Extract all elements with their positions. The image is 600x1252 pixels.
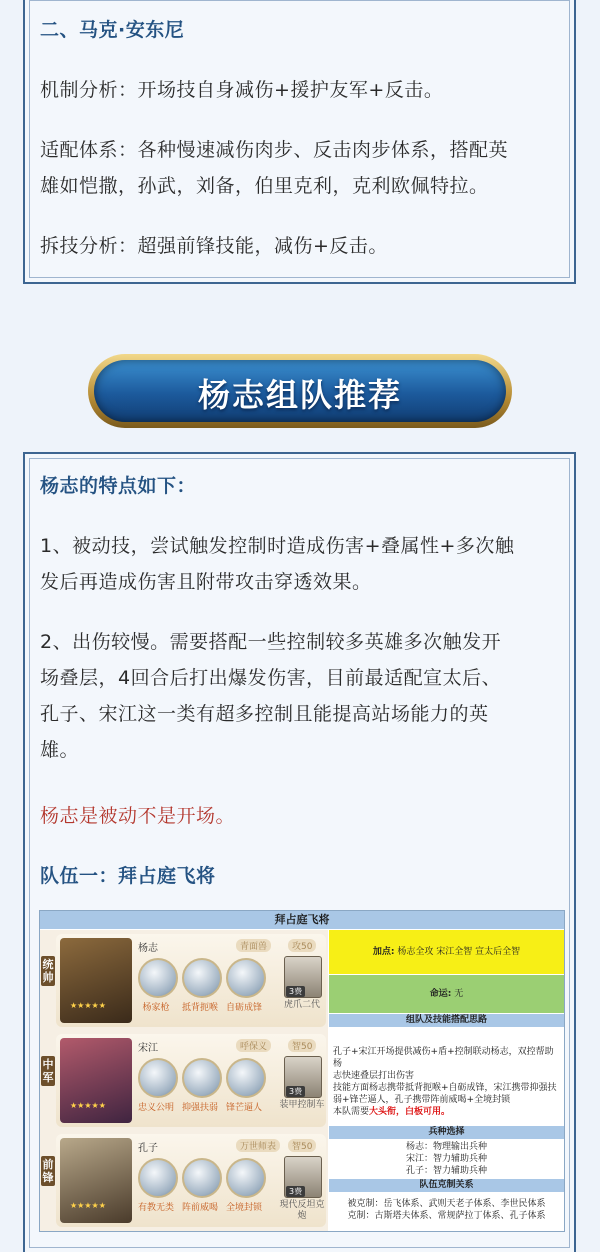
hero-portrait	[60, 1038, 132, 1123]
counter-text	[333, 1198, 560, 1222]
skill-label: 忠义公明	[137, 1103, 174, 1113]
feature-2-line-4: 雄。	[40, 739, 80, 761]
stars-icon: ★★★★★	[70, 1101, 106, 1110]
hero-title: 呼保义	[236, 1039, 271, 1052]
team-card	[39, 910, 565, 1232]
tactic-cost: 3费	[286, 1186, 305, 1197]
skill-label: 锋芒逼人	[225, 1103, 262, 1113]
system-text-1: 适配体系：各种慢速减伤肉步、反击肉步体系，搭配英	[40, 139, 509, 161]
feature-2-line-3: 孔子、宋江这一类有超多控制且能提高站场能力的英	[40, 703, 489, 725]
system-text-2: 雄如恺撒，孙武，刘备，伯里克利，克利欧佩特拉。	[40, 175, 489, 197]
troop-item: 杨志：物理输出兵种	[405, 1142, 487, 1152]
idea-line	[333, 1106, 560, 1118]
mechanism-text: 机制分析：开场技自身减伤+援护友军+反击。	[40, 79, 444, 101]
features-heading: 杨志的特点如下：	[40, 475, 197, 497]
hero-role: 统帅	[42, 958, 54, 984]
info-column	[329, 930, 564, 1231]
skill-label: 杨家枪	[142, 1003, 170, 1013]
hero-card	[42, 1134, 326, 1227]
tactic-cost: 3费	[286, 986, 305, 997]
hero-attr: 攻50	[288, 939, 316, 952]
fate-row	[329, 975, 564, 1013]
skill-icon	[226, 1058, 266, 1098]
hero-card	[42, 934, 326, 1027]
counter-line: 克制：古斯塔夫体系、常规萨拉丁体系、孔子体系	[347, 1211, 546, 1221]
fate-value: 无	[454, 989, 464, 999]
feature-1-line-2: 发后再造成伤害且附带攻击穿透效果。	[40, 571, 372, 593]
skill-icon	[226, 1158, 266, 1198]
skill-icon	[138, 1158, 178, 1198]
title-banner	[88, 354, 512, 428]
hero-name: 杨志	[138, 943, 158, 954]
hero-column	[40, 930, 328, 1231]
idea-line-prefix: 本队需要	[333, 1107, 370, 1117]
troop-title: 兵种选择	[329, 1126, 564, 1139]
hero-title: 万世师表	[236, 1139, 280, 1152]
hero-name: 宋江	[138, 1043, 158, 1054]
hero-attr: 智50	[288, 1139, 316, 1152]
hero-role: 前锋	[42, 1158, 54, 1184]
tactic-label: 装甲控制车	[279, 1100, 325, 1110]
feature-2-line-2: 场叠层，4回合后打出爆发伤害，目前最适配宣太后、	[40, 667, 502, 689]
team-card-title: 拜占庭飞将	[40, 911, 564, 929]
tactic-label: 現代反坦克炮	[279, 1200, 325, 1221]
idea-text	[333, 1046, 560, 1118]
skill-label: 抵背扼喉	[181, 1003, 218, 1013]
hero-attr: 智50	[288, 1039, 316, 1052]
feature-2-line-1: 2、出伤较慢。需要搭配一些控制较多英雄多次触发开	[40, 631, 502, 653]
hero-role: 中军	[42, 1058, 54, 1084]
stars-icon: ★★★★★	[70, 1201, 106, 1210]
idea-line: 孔子+宋江开场提供减伤+盾+控制联动杨志，双控帮助杨	[333, 1047, 554, 1069]
troop-item: 孔子：智力辅助兵种	[405, 1166, 487, 1176]
counter-line: 被克制：岳飞体系、武则天老子体系、李世民体系	[347, 1199, 546, 1209]
idea-line: 志快速叠层打出伤害	[333, 1071, 415, 1081]
troop-item: 宋江：智力辅助兵种	[405, 1154, 487, 1164]
idea-title: 组队及技能搭配思路	[329, 1014, 564, 1027]
skill-icon	[182, 1058, 222, 1098]
team-heading: 队伍一：拜占庭飞将	[40, 865, 216, 887]
skill-label: 全境封锁	[225, 1203, 262, 1213]
banner-title: 杨志组队推荐	[197, 376, 402, 414]
idea-line: 技能方面杨志携带抵背扼喉+自砺成锋，宋江携带抑强扶	[333, 1083, 557, 1093]
skill-icon	[138, 1058, 178, 1098]
points-value: 杨志全攻 宋江全智 宣太后全智	[397, 947, 521, 957]
split-text: 拆技分析：超强前锋技能，减伤+反击。	[40, 235, 388, 257]
idea-line-highlight: 大头衔，白板可用。	[369, 1107, 451, 1117]
hero-name: 孔子	[138, 1143, 158, 1154]
stars-icon: ★★★★★	[70, 1001, 106, 1010]
hero-portrait	[60, 1138, 132, 1223]
hero-title: 青面兽	[236, 939, 271, 952]
skill-label: 阵前威喝	[181, 1203, 218, 1213]
hero-portrait	[60, 938, 132, 1023]
skill-label: 抑强扶弱	[181, 1103, 218, 1113]
skill-icon	[182, 1158, 222, 1198]
points-label: 加点:	[372, 947, 395, 957]
skill-icon	[182, 958, 222, 998]
tactic-label: 虎爪二代	[283, 1000, 320, 1010]
section-heading: 二、马克·安东尼	[40, 19, 185, 41]
tactic-cost: 3费	[286, 1086, 305, 1097]
skill-icon	[226, 958, 266, 998]
idea-line: 弱+锋芒逼人，孔子携带阵前威喝+全境封锁	[333, 1095, 511, 1105]
skill-label: 有教无类	[137, 1203, 174, 1213]
section-box-antony	[23, 0, 576, 284]
skill-icon	[138, 958, 178, 998]
troop-list	[333, 1141, 560, 1177]
passive-note: 杨志是被动不是开场。	[40, 805, 236, 827]
fate-label: 命运:	[429, 989, 452, 999]
points-row	[329, 930, 564, 974]
feature-1-line-1: 1、被动技，尝试触发控制时造成伤害+叠属性+多次触	[40, 535, 515, 557]
counter-title: 队伍克制关系	[329, 1179, 564, 1192]
skill-label: 自砺成锋	[225, 1003, 262, 1013]
hero-card	[42, 1034, 326, 1127]
